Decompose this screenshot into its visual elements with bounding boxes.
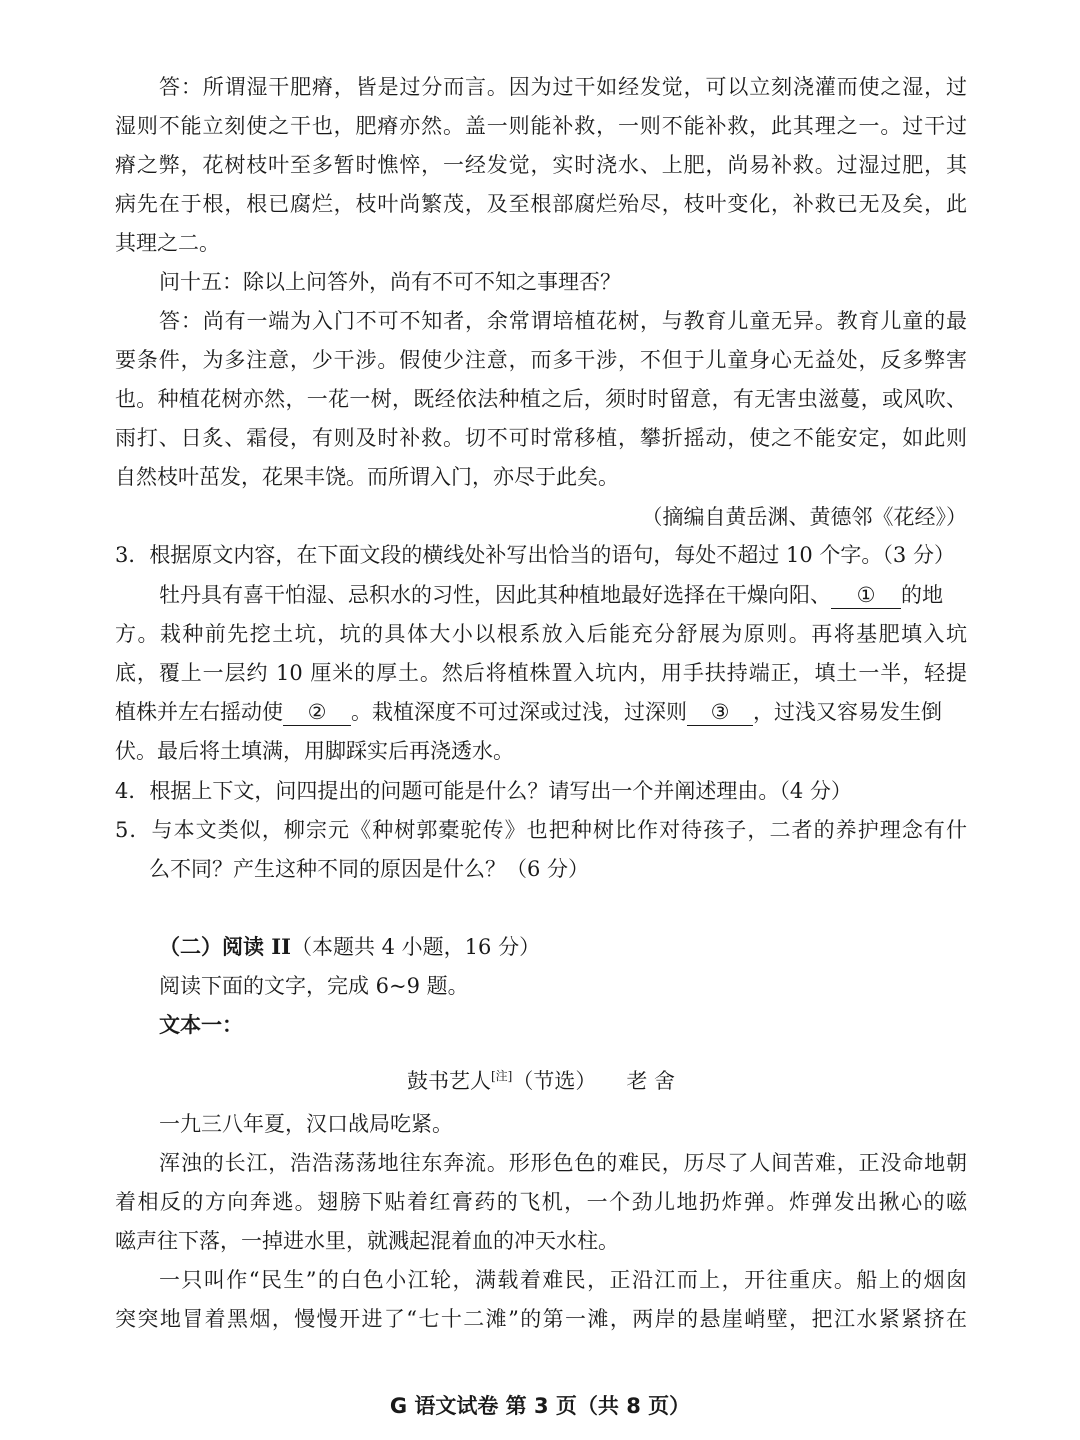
answer14-line-3: 瘠之弊，花树枝叶至多暂时憔悴，一经发觉，实时浇水、上肥，尚易补救。过湿过肥，其 — [115, 153, 967, 177]
question5-line-2: 么不同？产生这种不同的原因是什么？（6 分） — [149, 857, 590, 881]
answer15-line-5: 自然枝叶茁发，花果丰饶。而所谓入门，亦尽于此矣。 — [115, 465, 619, 489]
q3-text: 。栽植深度不可过深或过浅，过深则 — [351, 700, 687, 724]
article-author: 老 舍 — [626, 1069, 676, 1091]
source-citation: （摘编自黄岳渊、黄德邻《花经》） — [641, 505, 967, 529]
question3-paragraph-line-2: 方。栽种前先挖土坑，坑的具体大小以根系放入后能充分舒展为原则。再将基肥填入坑 — [115, 622, 967, 646]
article-title-note: [注] — [490, 1069, 513, 1083]
article-p2-line-3: 嗞声往下落，一掉进水里，就溅起混着血的冲天水柱。 — [115, 1229, 619, 1253]
question3-paragraph-line-4 — [115, 697, 967, 727]
answer-blank-1[interactable]: ① — [831, 582, 901, 609]
article-p2-line-2: 着相反的方向奔逃。翅膀下贴着红膏药的飞机，一个劲儿地扔炸弹。炸弹发出揪心的嗞 — [115, 1190, 967, 1214]
q3-text: 植株并左右摇动使 — [115, 700, 283, 724]
question3-paragraph-line-3: 底，覆上一层约 10 厘米的厚土。然后将植株置入坑内，用手扶持端正，填土一半，轻提 — [115, 661, 967, 685]
article-title-suffix: （节选） — [512, 1069, 597, 1091]
text-one-label: 文本一： — [159, 1012, 243, 1037]
article-paragraph-1: 一九三八年夏，汉口战局吃紧。 — [159, 1112, 453, 1136]
answer14-line-2: 湿则不能立刻使之干也，肥瘠亦然。盖一则能补救，一则不能补救，此其理之一。过干过 — [115, 114, 967, 138]
answer15-line-2: 要条件，为多注意，少干涉。假使少注意，而多干涉，不但于儿童身心无益处，反多弊害 — [115, 348, 967, 372]
question4: 4．根据上下文，问四提出的问题可能是什么？请写出一个并阐述理由。（4 分） — [115, 779, 852, 803]
section2-title: （二）阅读 II — [159, 934, 291, 959]
q3-text: 牡丹具有喜干怕湿、忌积水的习性，因此其种植地最好选择在干燥向阳、 — [159, 583, 831, 607]
question15: 问十五：除以上问答外，尚有不可不知之事理否？ — [159, 270, 621, 294]
section2-note: （本题共 4 小题，16 分） — [290, 935, 541, 959]
answer14-line-5: 其理之二。 — [115, 231, 220, 255]
q3-text: 的地 — [901, 583, 943, 607]
page-footer: G 语文试卷 第 3 页（共 8 页） — [389, 1394, 691, 1418]
question3-paragraph-line-5: 伏。最后将土填满，用脚踩实后再浇透水。 — [115, 739, 514, 763]
question3-paragraph-line-1 — [159, 580, 967, 610]
article-title-line — [115, 1061, 967, 1091]
answer14-line-1: 答：所谓湿干肥瘠，皆是过分而言。因为过干如经发觉，可以立刻浇灌而使之湿，过 — [159, 75, 967, 99]
section2-instruction: 阅读下面的文字，完成 6~9 题。 — [159, 974, 469, 998]
article-title: 鼓书艺人 — [406, 1069, 491, 1091]
answer15-line-4: 雨打、日炙、霜侵，有则及时补救。切不可时常移植，攀折摇动，使之不能安定，如此则 — [115, 426, 967, 450]
answer15-line-3: 也。种植花树亦然，一花一树，既经依法种植之后，须时时留意，有无害虫滋蔓，或风吹、 — [115, 387, 967, 411]
article-p3-line-1: 一只叫作“民生”的白色小江轮，满载着难民，正沿江而上，开往重庆。船上的烟囱 — [159, 1268, 967, 1292]
article-p2-line-1: 浑浊的长江，浩浩荡荡地往东奔流。形形色色的难民，历尽了人间苦难，正没命地朝 — [159, 1151, 967, 1175]
section2-heading — [159, 932, 1011, 962]
answer-blank-3[interactable]: ③ — [687, 699, 753, 726]
answer14-line-4: 病先在于根，根已腐烂，枝叶尚繁茂，及至根部腐烂殆尽，枝叶变化，补救已无及矣，此 — [115, 192, 967, 216]
q3-text: ，过浅又容易发生倒 — [753, 700, 942, 724]
article-p3-line-2: 突突地冒着黑烟，慢慢开进了“七十二滩”的第一滩，两岸的悬崖峭壁，把江水紧紧挤在 — [115, 1307, 967, 1331]
answer15-line-1: 答：尚有一端为入门不可不知者，余常谓培植花树，与教育儿童无异。教育儿童的最 — [159, 309, 967, 333]
answer-blank-2[interactable]: ② — [283, 699, 351, 726]
question3-stem: 3．根据原文内容，在下面文段的横线处补写出恰当的语句，每处不超过 10 个字。（3 分） — [115, 543, 955, 567]
question5-line-1: 5．与本文类似，柳宗元《种树郭橐驼传》也把种树比作对待孩子，二者的养护理念有什 — [115, 818, 967, 842]
